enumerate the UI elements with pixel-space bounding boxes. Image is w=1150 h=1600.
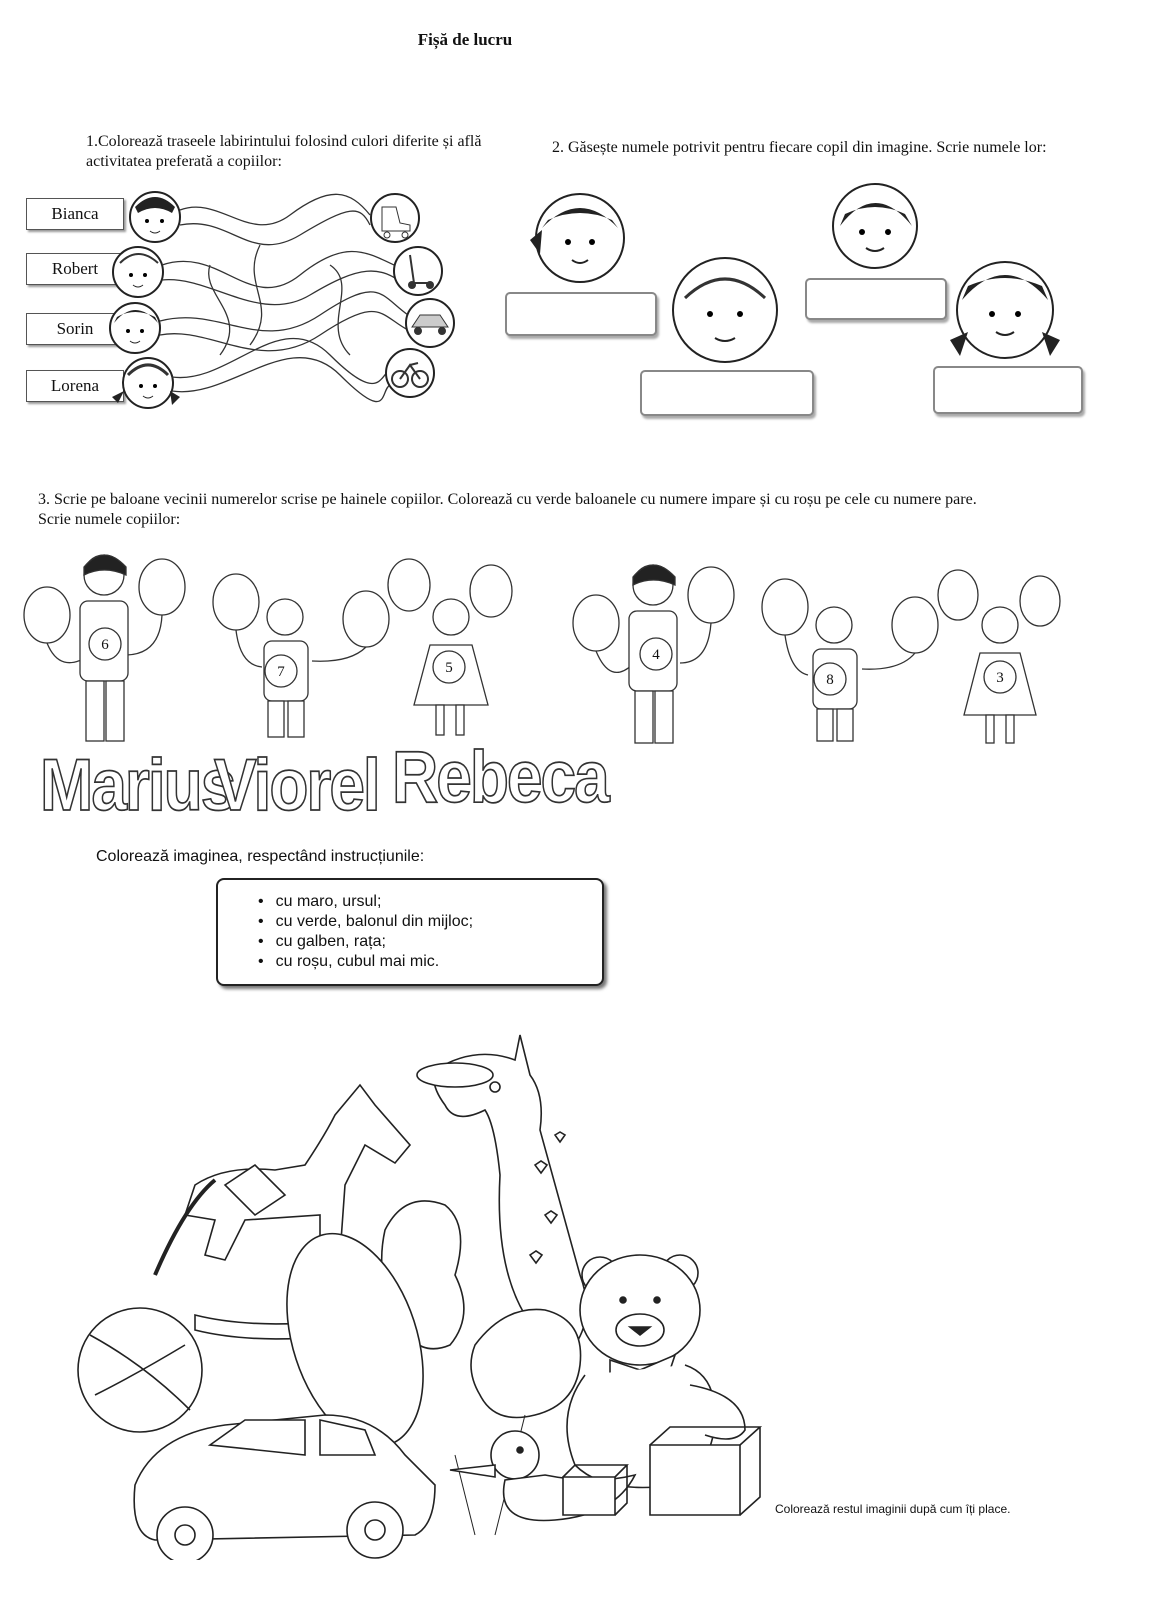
child-name-rebeca: Rebeca	[392, 735, 608, 818]
child-number-3: 5	[445, 660, 453, 676]
instruction-item: • cu verde, balonul din mijloc;	[278, 912, 602, 932]
balloon-right[interactable]	[688, 567, 734, 623]
name-answer-box-2[interactable]	[805, 278, 947, 320]
balloon-left[interactable]	[573, 595, 619, 651]
balloon-left[interactable]	[388, 559, 430, 611]
exercise-2-text: 2. Găsește numele potrivit pentru fiecare copil din imagine. Scrie numele lor:	[552, 139, 1047, 156]
ball[interactable]	[78, 1308, 202, 1432]
name-answer-box-4[interactable]	[933, 366, 1083, 414]
name-answer-box-3[interactable]	[640, 370, 814, 416]
balloon-left[interactable]	[762, 579, 808, 635]
child-name-marius: Marius	[40, 743, 235, 826]
maze-illustration	[100, 185, 460, 415]
name-box-robert: Robert	[26, 253, 124, 285]
instruction-item: • cu roșu, cubul mai mic.	[278, 952, 602, 972]
page-title: Fișă de lucru	[417, 30, 513, 49]
child-5	[762, 579, 938, 741]
child-viorel	[213, 574, 389, 737]
kid-face-lorena	[112, 358, 180, 408]
instruction-item: • cu galben, rața;	[278, 932, 602, 952]
balloon-right[interactable]	[470, 565, 512, 617]
exercise-4-text: Colorează imaginea, respectând instrucțiunile:	[96, 848, 425, 865]
maze-paths	[160, 194, 408, 401]
boy-face-top	[833, 184, 917, 268]
scooter-icon	[394, 247, 442, 295]
balloon-left[interactable]	[213, 574, 259, 630]
roller-skate-icon	[371, 194, 419, 242]
child-6	[938, 570, 1060, 743]
balloon-left[interactable]	[24, 587, 70, 643]
kid-face-robert	[113, 247, 163, 297]
girl-face-left	[530, 194, 624, 282]
kid-face-sorin	[110, 303, 160, 353]
children-balloons-illustration	[0, 545, 1080, 765]
girl-face-right	[950, 262, 1060, 358]
balloon-right[interactable]	[343, 591, 389, 647]
child-number-4: 4	[652, 647, 660, 663]
child-rebeca	[388, 559, 512, 735]
child-number-2: 7	[277, 664, 285, 680]
child-number-5: 8	[826, 672, 834, 688]
toy-car-icon	[406, 299, 454, 347]
kid-face-bianca	[130, 192, 180, 242]
balloon-right[interactable]	[1020, 576, 1060, 626]
child-number-6: 3	[996, 670, 1004, 686]
name-answer-box-1[interactable]	[505, 292, 657, 336]
balloon-right[interactable]	[139, 559, 185, 615]
balloon-right[interactable]	[892, 597, 938, 653]
exercise-1-text: 1.Colorează traseele labirintului folosind culori diferite și află activitatea preferată a copiilor:	[86, 133, 482, 170]
instructions-box	[216, 878, 604, 986]
balloon-middle[interactable]	[471, 1309, 581, 1417]
footnote-text: Colorează restul imaginii după cum îți place.	[775, 1502, 1011, 1516]
child-name-viorel: Viorel	[214, 743, 379, 826]
bicycle-icon	[386, 349, 434, 397]
name-box-sorin: Sorin	[26, 313, 124, 345]
boy-face-middle	[673, 258, 777, 362]
instruction-item: • cu maro, ursul;	[278, 892, 602, 912]
child-number-1: 6	[101, 637, 109, 653]
name-box-bianca: Bianca	[26, 198, 124, 230]
balloon-left[interactable]	[938, 570, 978, 620]
name-box-lorena: Lorena	[26, 370, 124, 402]
exercise-3-text: 3. Scrie pe baloane vecinii numerelor scrise pe hainele copiilor. Colorează cu verde baloanele cu numere impare și cu roșu pe cele cu numere pare. Scrie numele copiilor:	[38, 491, 977, 528]
toys-coloring-illustration	[75, 1015, 775, 1560]
